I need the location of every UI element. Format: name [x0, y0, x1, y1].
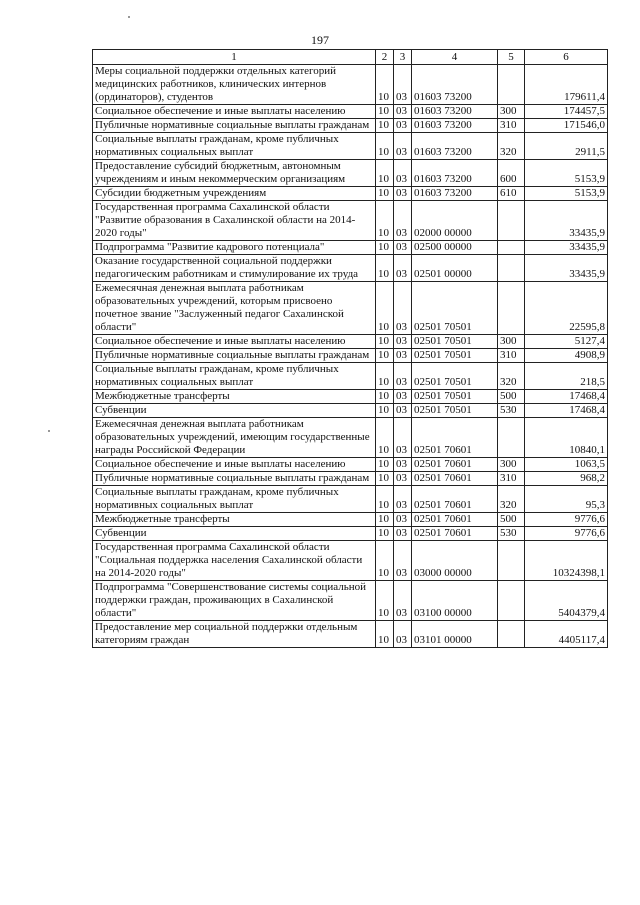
- row-amount: 5404379,4: [525, 581, 608, 621]
- row-section: 10: [376, 363, 394, 390]
- row-target-code: 01603 73200: [412, 133, 498, 160]
- table-row: [93, 105, 608, 119]
- row-target-code: 01603 73200: [412, 65, 498, 105]
- row-subsection: 03: [394, 404, 412, 418]
- row-name: Субвенции: [93, 527, 376, 541]
- row-target-code: 02501 70601: [412, 486, 498, 513]
- row-section: 10: [376, 241, 394, 255]
- row-expense-type: 500: [498, 390, 525, 404]
- row-amount: 968,2: [525, 472, 608, 486]
- col-header-subsection: 3: [394, 50, 412, 65]
- row-target-code: 02501 70601: [412, 527, 498, 541]
- row-amount: 2911,5: [525, 133, 608, 160]
- table-row: [93, 335, 608, 349]
- row-name: Меры социальной поддержки отдельных категорий медицинских работников, клинических интернов (ординаторов), студентов: [93, 65, 376, 105]
- row-amount: 33435,9: [525, 201, 608, 241]
- row-amount: 171546,0: [525, 119, 608, 133]
- row-expense-type: [498, 581, 525, 621]
- row-subsection: 03: [394, 282, 412, 335]
- row-target-code: 02501 70601: [412, 472, 498, 486]
- row-name: Публичные нормативные социальные выплаты гражданам: [93, 119, 376, 133]
- table-row: [93, 581, 608, 621]
- row-expense-type: 300: [498, 335, 525, 349]
- row-name: Субвенции: [93, 404, 376, 418]
- row-expense-type: 600: [498, 160, 525, 187]
- row-expense-type: [498, 241, 525, 255]
- table-row: [93, 541, 608, 581]
- table-row: [93, 241, 608, 255]
- row-subsection: 03: [394, 513, 412, 527]
- row-subsection: 03: [394, 255, 412, 282]
- row-amount: 5153,9: [525, 187, 608, 201]
- row-subsection: 03: [394, 133, 412, 160]
- table-row: [93, 404, 608, 418]
- row-expense-type: [498, 621, 525, 648]
- row-name: Предоставление мер социальной поддержки отдельным категориям граждан: [93, 621, 376, 648]
- header-row: [93, 50, 608, 65]
- row-amount: 5127,4: [525, 335, 608, 349]
- row-section: 10: [376, 581, 394, 621]
- row-name: Оказание государственной социальной поддержки педагогическим работникам и стимулирование их труда: [93, 255, 376, 282]
- row-target-code: 03101 00000: [412, 621, 498, 648]
- row-expense-type: 610: [498, 187, 525, 201]
- table-row: [93, 201, 608, 241]
- row-name: Государственная программа Сахалинской области "Развитие образования в Сахалинской области на 2014-2020 годы": [93, 201, 376, 241]
- table-row: [93, 282, 608, 335]
- row-name: Подпрограмма "Развитие кадрового потенциала": [93, 241, 376, 255]
- row-subsection: 03: [394, 241, 412, 255]
- row-target-code: 03100 00000: [412, 581, 498, 621]
- col-header-target: 4: [412, 50, 498, 65]
- table-row: [93, 621, 608, 648]
- row-name: Межбюджетные трансферты: [93, 513, 376, 527]
- scan-speck: [128, 16, 130, 18]
- row-target-code: 03000 00000: [412, 541, 498, 581]
- row-expense-type: 300: [498, 458, 525, 472]
- row-target-code: 02501 00000: [412, 255, 498, 282]
- row-subsection: 03: [394, 418, 412, 458]
- row-subsection: 03: [394, 160, 412, 187]
- table-row: [93, 119, 608, 133]
- row-amount: 33435,9: [525, 241, 608, 255]
- row-subsection: 03: [394, 621, 412, 648]
- row-subsection: 03: [394, 472, 412, 486]
- row-target-code: 02501 70501: [412, 404, 498, 418]
- row-subsection: 03: [394, 363, 412, 390]
- row-target-code: 01603 73200: [412, 119, 498, 133]
- row-section: 10: [376, 349, 394, 363]
- table-row: [93, 363, 608, 390]
- table-row: [93, 65, 608, 105]
- row-name: Субсидии бюджетным учреждениям: [93, 187, 376, 201]
- row-name: Социальные выплаты гражданам, кроме публичных нормативных социальных выплат: [93, 363, 376, 390]
- row-name: Социальное обеспечение и иные выплаты населению: [93, 458, 376, 472]
- row-name: Ежемесячная денежная выплата работникам образовательных учреждений, имеющим государственные награды Российской Федерации: [93, 418, 376, 458]
- row-amount: 9776,6: [525, 513, 608, 527]
- row-section: 10: [376, 418, 394, 458]
- row-subsection: 03: [394, 349, 412, 363]
- row-section: 10: [376, 105, 394, 119]
- table-row: [93, 486, 608, 513]
- row-section: 10: [376, 527, 394, 541]
- table-row: [93, 187, 608, 201]
- row-target-code: 02501 70501: [412, 390, 498, 404]
- row-amount: 218,5: [525, 363, 608, 390]
- row-expense-type: [498, 255, 525, 282]
- row-amount: 17468,4: [525, 390, 608, 404]
- row-section: 10: [376, 201, 394, 241]
- col-header-section: 2: [376, 50, 394, 65]
- col-header-amount: 6: [525, 50, 608, 65]
- row-target-code: 02000 00000: [412, 201, 498, 241]
- row-section: 10: [376, 133, 394, 160]
- row-target-code: 02501 70501: [412, 335, 498, 349]
- row-expense-type: 320: [498, 486, 525, 513]
- row-target-code: 02501 70601: [412, 458, 498, 472]
- row-expense-type: 320: [498, 363, 525, 390]
- row-name: Межбюджетные трансферты: [93, 390, 376, 404]
- row-target-code: 02501 70501: [412, 282, 498, 335]
- row-expense-type: 320: [498, 133, 525, 160]
- row-name: Социальные выплаты гражданам, кроме публичных нормативных социальных выплат: [93, 486, 376, 513]
- table-row: [93, 472, 608, 486]
- row-section: 10: [376, 390, 394, 404]
- table-row: [93, 160, 608, 187]
- row-target-code: 01603 73200: [412, 187, 498, 201]
- row-amount: 1063,5: [525, 458, 608, 472]
- row-expense-type: 300: [498, 105, 525, 119]
- row-expense-type: [498, 282, 525, 335]
- row-subsection: 03: [394, 335, 412, 349]
- row-subsection: 03: [394, 390, 412, 404]
- row-section: 10: [376, 119, 394, 133]
- row-name: Публичные нормативные социальные выплаты гражданам: [93, 349, 376, 363]
- row-expense-type: 310: [498, 349, 525, 363]
- row-subsection: 03: [394, 119, 412, 133]
- row-section: 10: [376, 472, 394, 486]
- row-target-code: 02500 00000: [412, 241, 498, 255]
- row-section: 10: [376, 65, 394, 105]
- row-subsection: 03: [394, 486, 412, 513]
- row-name: Публичные нормативные социальные выплаты гражданам: [93, 472, 376, 486]
- col-header-expense-type: 5: [498, 50, 525, 65]
- row-section: 10: [376, 335, 394, 349]
- row-subsection: 03: [394, 541, 412, 581]
- row-name: Предоставление субсидий бюджетным, автономным учреждениям и иным некоммерческим организациям: [93, 160, 376, 187]
- row-amount: 10324398,1: [525, 541, 608, 581]
- row-amount: 22595,8: [525, 282, 608, 335]
- row-expense-type: 500: [498, 513, 525, 527]
- row-amount: 4405117,4: [525, 621, 608, 648]
- row-name: Подпрограмма "Совершенствование системы социальной поддержки граждан, проживающих в Сахалинской области": [93, 581, 376, 621]
- row-name: Социальное обеспечение и иные выплаты населению: [93, 105, 376, 119]
- row-section: 10: [376, 282, 394, 335]
- row-section: 10: [376, 160, 394, 187]
- row-amount: 9776,6: [525, 527, 608, 541]
- row-expense-type: 310: [498, 119, 525, 133]
- row-amount: 10840,1: [525, 418, 608, 458]
- row-amount: 5153,9: [525, 160, 608, 187]
- row-expense-type: [498, 541, 525, 581]
- row-subsection: 03: [394, 65, 412, 105]
- row-section: 10: [376, 404, 394, 418]
- row-amount: 17468,4: [525, 404, 608, 418]
- row-target-code: 02501 70601: [412, 418, 498, 458]
- row-section: 10: [376, 621, 394, 648]
- table-row: [93, 513, 608, 527]
- page-number: 197: [311, 33, 329, 47]
- row-amount: 174457,5: [525, 105, 608, 119]
- row-expense-type: [498, 201, 525, 241]
- row-expense-type: 530: [498, 404, 525, 418]
- row-section: 10: [376, 513, 394, 527]
- table-row: [93, 458, 608, 472]
- budget-table: [92, 49, 608, 648]
- row-target-code: 02501 70501: [412, 363, 498, 390]
- table-row: [93, 390, 608, 404]
- table-row: [93, 527, 608, 541]
- table-row: [93, 255, 608, 282]
- table-row: [93, 349, 608, 363]
- row-amount: 33435,9: [525, 255, 608, 282]
- row-target-code: 02501 70501: [412, 349, 498, 363]
- row-expense-type: [498, 418, 525, 458]
- row-expense-type: 530: [498, 527, 525, 541]
- row-target-code: 02501 70601: [412, 513, 498, 527]
- row-amount: 4908,9: [525, 349, 608, 363]
- row-target-code: 01603 73200: [412, 105, 498, 119]
- row-subsection: 03: [394, 581, 412, 621]
- scan-speck: [48, 430, 50, 432]
- row-subsection: 03: [394, 187, 412, 201]
- row-target-code: 01603 73200: [412, 160, 498, 187]
- row-amount: 95,3: [525, 486, 608, 513]
- row-section: 10: [376, 541, 394, 581]
- row-subsection: 03: [394, 527, 412, 541]
- row-section: 10: [376, 458, 394, 472]
- col-header-name: 1: [93, 50, 376, 65]
- row-section: 10: [376, 486, 394, 513]
- row-subsection: 03: [394, 105, 412, 119]
- row-name: Государственная программа Сахалинской области "Социальная поддержка населения Сахалинской области на 2014-2020 годы": [93, 541, 376, 581]
- row-subsection: 03: [394, 458, 412, 472]
- row-expense-type: [498, 65, 525, 105]
- row-name: Социальное обеспечение и иные выплаты населению: [93, 335, 376, 349]
- row-name: Социальные выплаты гражданам, кроме публичных нормативных социальных выплат: [93, 133, 376, 160]
- table-row: [93, 418, 608, 458]
- row-expense-type: 310: [498, 472, 525, 486]
- row-name: Ежемесячная денежная выплата работникам образовательных учреждений, которым присвоено почетное звание "Заслуженный педагог Сахалинской области": [93, 282, 376, 335]
- table-row: [93, 133, 608, 160]
- row-section: 10: [376, 187, 394, 201]
- row-amount: 179611,4: [525, 65, 608, 105]
- row-section: 10: [376, 255, 394, 282]
- row-subsection: 03: [394, 201, 412, 241]
